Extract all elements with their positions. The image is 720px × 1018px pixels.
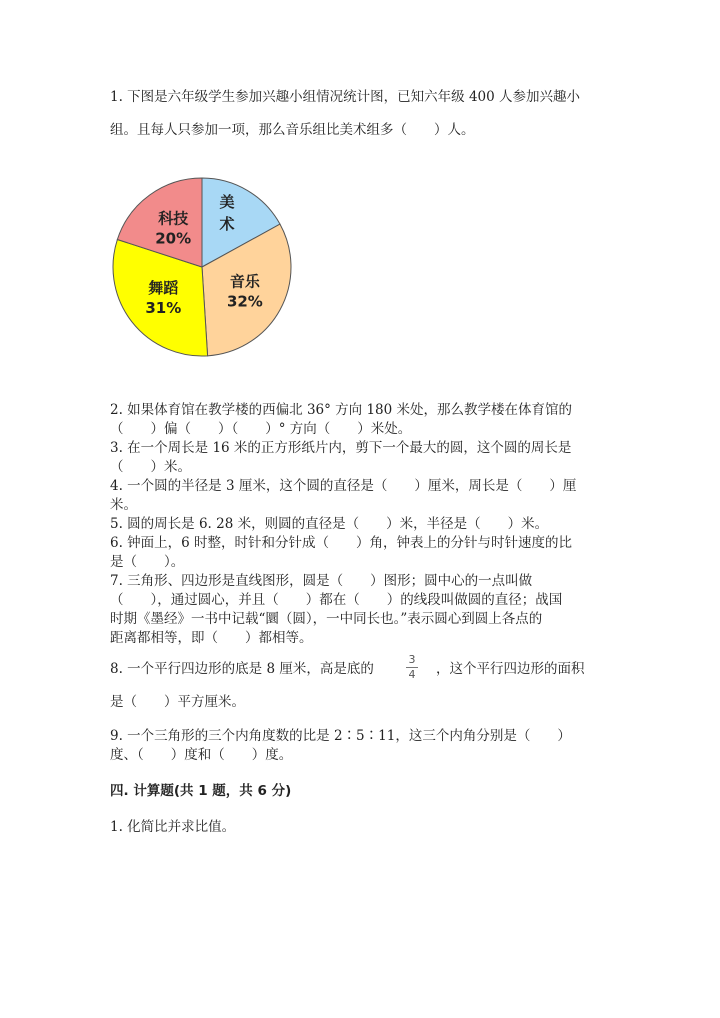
q7-line1: 7. 三角形、四边形是直线图形，圆是（ ）图形；圆中心的一点叫做 (110, 573, 533, 589)
q1-line2: 组。且每人只参加一项，那么音乐组比美术组多（ ）人。 (110, 122, 475, 138)
q3-line1: 3. 在一个周长是 16 米的正方形纸片内，剪下一个最大的圆，这个圆的周长是 (110, 440, 572, 456)
q4-line2: 米。 (110, 497, 137, 513)
q7-line3: 时期《墨经》一书中记载“圜（圆），一中同长也。”表示圆心到圆上各点的 (110, 611, 543, 627)
section4-q1: 1. 化简比并求比值。 (110, 819, 236, 835)
q7-line4: 距离都相等，即（ ）都相等。 (110, 630, 313, 646)
pie-label-0-char-0: 美 (219, 193, 235, 211)
q8-fraction (404, 654, 420, 681)
pie-percent-3: 20% (155, 229, 192, 248)
pie-chart (0, 168, 720, 368)
q8-line2: 是（ ）平方厘米。 (110, 694, 245, 710)
q5-line1: 5. 圆的周长是 6. 28 米，则圆的直径是（ ）米，半径是（ ）米。 (110, 516, 549, 532)
pie-label-1: 音乐 (229, 272, 260, 291)
pie-slices (113, 178, 291, 356)
q9-line1: 9. 一个三角形的三个内角度数的比是 2∶5∶11，这三个内角分别是（ ） (110, 728, 571, 744)
q6-line2: 是（ ）。 (110, 554, 185, 570)
q6-line1: 6. 钟面上，6 时整，时针和分针成（ ）角，钟表上的分针与时针速度的比 (110, 535, 573, 551)
q1-line1: 1. 下图是六年级学生参加兴趣小组情况统计图，已知六年级 400 人参加兴趣小 (110, 89, 581, 105)
q8-line1: 8. 一个平行四边形的底是 8 厘米，高是底的 (110, 661, 374, 677)
fraction-numerator: 3 (408, 653, 416, 666)
q2-line2: （ ）偏（ ）（ ）° 方向（ ）米处。 (110, 421, 412, 437)
pie-label-2: 舞蹈 (148, 279, 179, 297)
pie-percent-1: 32% (226, 292, 263, 311)
fraction-denominator: 4 (408, 668, 416, 681)
q9-line2: 度、（ ）度和（ ）度。 (110, 747, 293, 763)
q7-line2: （ ），通过圆心，并且（ ）都在（ ）的线段叫做圆的直径；战国 (110, 592, 563, 608)
pie-label-3: 科技 (158, 209, 189, 228)
q2-line1: 2. 如果体育馆在教学楼的西偏北 36° 方向 180 米处，那么教学楼在体育馆的 (110, 402, 573, 418)
q8-line1b: ，这个平行四边形的面积 (436, 661, 585, 677)
pie-percent-2: 31% (145, 299, 182, 317)
q4-line1: 4. 一个圆的半径是 3 厘米，这个圆的直径是（ ）厘米，周长是（ ）厘 (110, 478, 577, 494)
pie-label-0-char-1: 术 (219, 215, 235, 233)
section-heading: 四. 计算题(共 1 题，共 6 分) (110, 783, 292, 799)
q3-line2: （ ）米。 (110, 459, 191, 475)
